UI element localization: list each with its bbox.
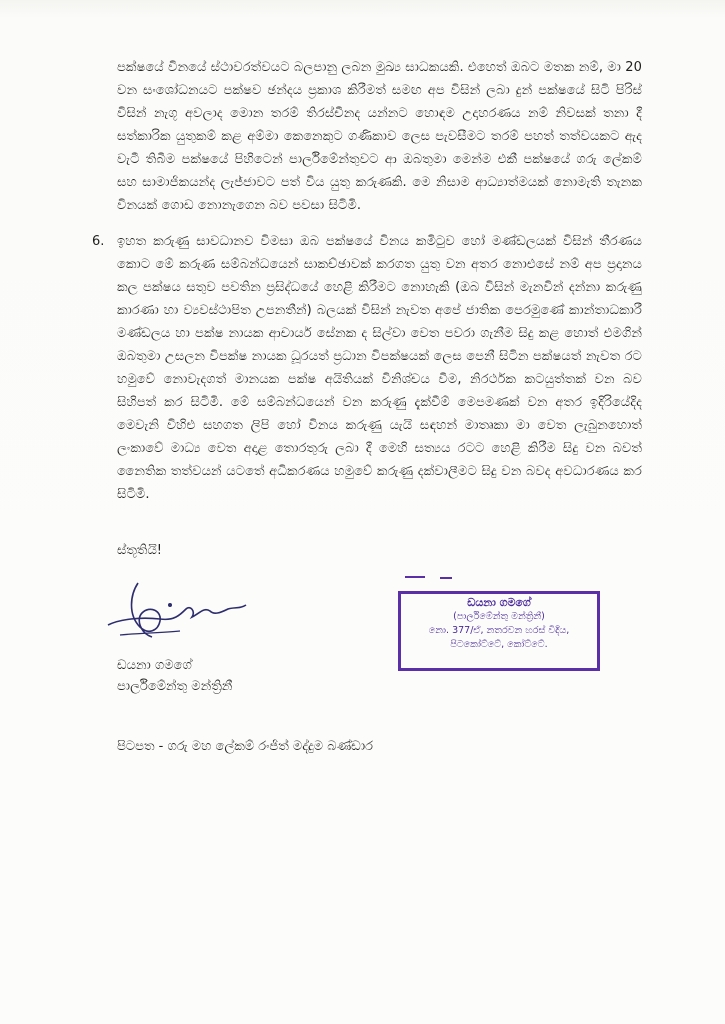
stamp-mark [405, 576, 425, 578]
signer-title: පාර්ලිමේන්තු මන්ත්‍රිනී [117, 679, 233, 694]
stamp-title: (පාර්ලිමේන්තු මන්ත්‍රිනී) [453, 611, 545, 622]
closing-thanks: ස්තූතියි! [117, 543, 163, 558]
stamp-mark [440, 577, 452, 579]
paragraph-continued: පක්ෂයේ විනයේ ස්ථාවරත්වයට බලපානු ලබන මුඛ්‍ය සාධකයකි. එහෙත් ඔබට මතක නම්, මා 20 වන සංශෝධනයට පක්ෂව ඡන්දය ප්‍රකාශ කිරීමත් සමඟ අප විසින් ලබා දුන් පක්ෂයේ සිටි පිරිස් විසින් නැගූ අවලාද මොන තරම් තිරස්චීනද යන්නට හොඳම උදාහරණය නම් නිවසක් තනා දී සත්කාරික යුතුකම් කළ අම්මා කෙනෙකුට ගණිකාව ලෙස පැවසීමට තරම් පහත් තත්වයකට ඇද වැටී තිබීම පක්ෂයේ පිහිටෙන් පාර්ලිමේන්තුවට ආ ඔබතුමා මෙන්ම එකී පක්ෂයේ ගරු ලේකම් සහ සාමාජිකයන්ද ලැජ්ජාවට පත් විය යුතු කරුණකි. මෙ නිසාම ආධ්‍යාත්මයක් නොමැති තැනක විනයක් ගොඩ නොනැගෙන බව පවසා සිටිමි. [117, 60, 642, 213]
paragraph-six: ඉහත කරුණු සාවධානව විමසා ඔබ පක්ෂයේ විනය කමිටුව හෝ මණ්ඩලයක් විසින් තීරණය කොට මේ කරුණ සම්බන්ධයෙන් සාකච්ඡාවක් කරගත යුතු වන අතර නොඑසේ නම් අප ප්‍රදානය කල පක්ෂය සතුව පවතින ප්‍රසිද්ධයේ හෙළි කිරීමට නොහැකි (ඔබ විසින් මැනවින් දන්නා කරුණු කාරණා හා ව්‍යවස්ථාපිත උපනතීන්) බලයක් විසින් නැවත අපේ ජාතික පෙරමුණේ කාන්තාධකාරී මණ්ඩලය හා පක්ෂ නායක ආචාර්ය සේනක ද සිල්වා වෙත පවරා ගැනීම සිදු කළ හොත් එමගින් ඔබතුමා උසලන විපක්ෂ නායක ධූරයත් ප්‍රධාන විපක්ෂයක් ලෙස පෙනී සිටින පක්ෂයත් නැවත රට හමුවේ නොවැදගත් මානයක පක්ෂ අයිතියක් විනිශ්චය වීම, නිරර්ථක කටයුත්තක් වන බව සිහිපත් කර සිටිමි. මේ සම්බන්ධයෙන් වන කරුණු දැක්වීම් මෙපමණක් වන අතර ඉදිරියේදිද මෙවැනි විහිළු සහගත ලිපි හෝ විනය කරුණු යැයි සඳහන් මාතෘකා මා වෙත ලැබුනහොත් ලංකාවේ මාධ්‍ය වෙත අදාළ තොරතුරු ලබා දී මෙහි සත්‍යය රටට හෙළි කිරීම සිදු වන බවත් නෛතික තත්වයන් යටතේ අධිකරණය හමුවේ කරුණු දක්වාලීමට සිදු වන බවද අවධාරණය කර සිටිමි. [117, 234, 642, 502]
stamp-address-line1: නො. 377/ඒ, නතරවන හරස් විදිය, [428, 625, 570, 636]
signer-block [117, 655, 232, 697]
item-number: 6. [92, 234, 105, 249]
stamp-address-line2: පිටකෝට්ටේ, කෝට්ටේ. [450, 639, 548, 650]
signer-name: ඩයනා ගමගේ [117, 658, 192, 673]
official-stamp [398, 591, 600, 671]
signature-image [100, 575, 250, 655]
copy-to-line: පිටපත - ගරු මහ ලේකම් රංජිත් මද්දුම බණ්ඩාර [117, 739, 373, 754]
stamp-name: ඩයනා ගමගේ [467, 596, 531, 609]
